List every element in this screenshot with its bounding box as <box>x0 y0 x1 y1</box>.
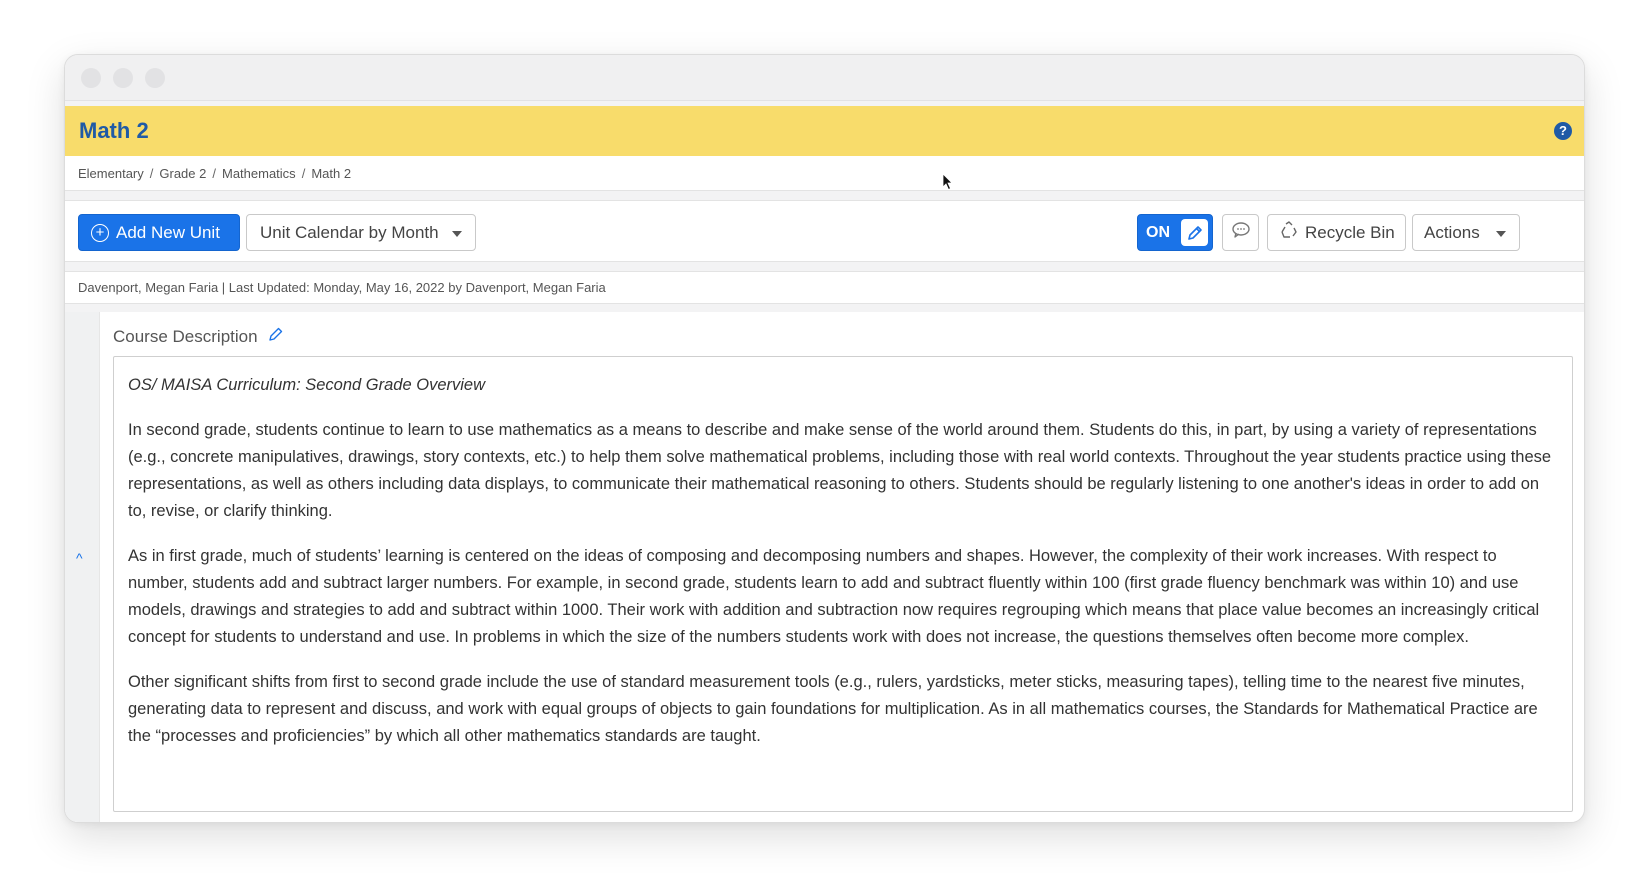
breadcrumb-item-course: Math 2 <box>311 165 352 181</box>
last-updated-bar <box>65 271 1584 304</box>
chevron-down-icon <box>452 231 462 237</box>
window-titlebar <box>65 55 1584 101</box>
unit-calendar-select-value: Unit Calendar by Month <box>260 222 439 242</box>
breadcrumb <box>65 156 1584 191</box>
window-maximize-dot[interactable] <box>145 68 165 88</box>
mouse-pointer-icon <box>942 173 954 196</box>
breadcrumb-item-elementary[interactable]: Elementary <box>78 165 144 181</box>
toolbar <box>65 200 1584 262</box>
add-new-unit-button[interactable] <box>78 214 240 251</box>
course-header <box>65 106 1584 156</box>
chevron-up-icon[interactable]: ^ <box>76 550 83 566</box>
speech-bubble-icon <box>1231 221 1251 244</box>
breadcrumb-separator: / <box>149 165 154 181</box>
actions-dropdown[interactable] <box>1412 214 1520 251</box>
chevron-down-icon <box>1496 231 1506 237</box>
breadcrumb-item-subject[interactable]: Mathematics <box>221 165 296 181</box>
page-title: Math 2 <box>79 118 149 143</box>
window-minimize-dot[interactable] <box>113 68 133 88</box>
course-description-title: Course Description <box>113 326 258 346</box>
recycle-bin-label: Recycle Bin <box>1305 222 1395 242</box>
course-description-paragraph: As in first grade, much of students’ learning is centered on the ideas of composing and decomposing numbers and shapes. However, the complexity of their work increases. With respect to number, students add and subtract larger numbers. For example, in second grade, students learn to add and subtract fluently within 100 (first grade fluency benchmark was within 10) and use models, drawings and strategies to add and subtract within 1000. Their work with addition and subtraction now requires regrouping which means that place value becomes an increasingly critical concept for students to understand and use. In problems in which the size of the numbers students work with does not increase, the questions themselves often become more complex. <box>128 547 1540 646</box>
last-updated-text: Davenport, Megan Faria | Last Updated: Monday, May 16, 2022 by Davenport, Megan Faria <box>78 280 606 295</box>
actions-label: Actions <box>1424 222 1480 242</box>
edit-mode-toggle[interactable] <box>1137 214 1213 251</box>
course-description-box[interactable] <box>113 356 1573 812</box>
recycle-icon <box>1279 220 1299 245</box>
course-content <box>65 312 1584 823</box>
window-close-dot[interactable] <box>81 68 101 88</box>
pencil-icon <box>1181 219 1208 246</box>
course-description-paragraph: In second grade, students continue to learn to use mathematics as a means to describe and make sense of the world around them. Students do this, in part, by using a variety of representations (e.g., concrete manipulatives, drawings, story contexts, etc.) to help them solve mathematical problems, including those with real world contexts. Throughout the year students practice using these representations, as well as others including data displays, to communicate their mathematical reasoning to others. Students should be regularly listening to one another's ideas in order to add on to, revise, or clarify thinking. <box>128 421 1552 520</box>
edit-description-pencil-icon[interactable] <box>268 326 284 347</box>
help-icon[interactable]: ? <box>1554 122 1572 140</box>
course-description-paragraph: Other significant shifts from first to second grade include the use of standard measurement tools (e.g., rulers, yardsticks, meter sticks, measuring tapes), telling time to the nearest five minutes, generating data to represent and discuss, and work with equal groups of objects to gain foundations for multiplication. As in all mathematics courses, the Standards for Mathematical Practice are the “processes and proficiencies” by which all other mathematics standards are taught. <box>128 673 1538 745</box>
course-description-heading <box>113 326 284 347</box>
breadcrumb-item-grade[interactable]: Grade 2 <box>159 165 207 181</box>
unit-calendar-select[interactable] <box>246 214 476 251</box>
edit-mode-toggle-label: ON <box>1146 223 1170 241</box>
plus-circle-icon: + <box>91 224 109 242</box>
add-new-unit-label: Add New Unit <box>116 222 220 242</box>
breadcrumb-separator: / <box>301 165 306 181</box>
breadcrumb-separator: / <box>212 165 216 181</box>
content-gutter <box>65 312 100 823</box>
recycle-bin-button[interactable] <box>1267 214 1406 251</box>
comments-button[interactable] <box>1222 214 1259 251</box>
app-window <box>64 54 1585 823</box>
course-overview-heading: OS/ MAISA Curriculum: Second Grade Overview <box>128 376 486 394</box>
